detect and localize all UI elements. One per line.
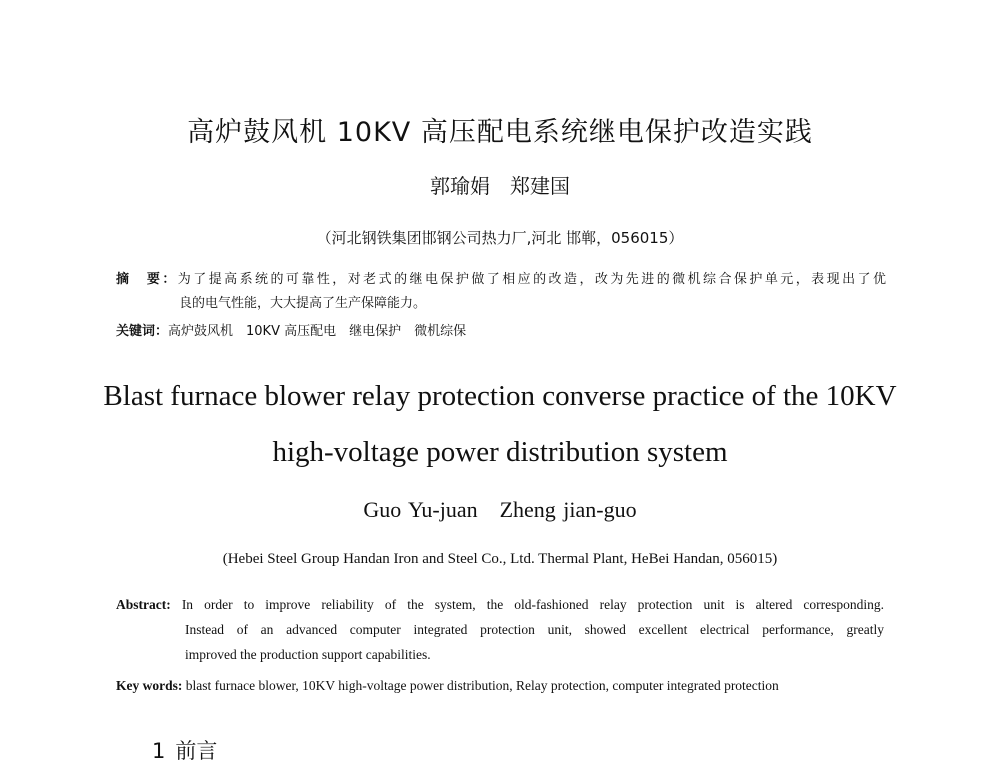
chinese-abstract <box>116 268 886 316</box>
english-title-line-1: Blast furnace blower relay protection converse practice of the 10KV <box>103 380 897 412</box>
english-abstract <box>116 592 884 667</box>
english-affiliation: (Hebei Steel Group Handan Iron and Steel Co., Ltd. Thermal Plant, HeBei Handan, 056015) <box>222 551 778 567</box>
english-keywords <box>116 674 916 698</box>
section-heading <box>152 735 217 765</box>
chinese-abstract-label: 摘 要： <box>116 272 178 287</box>
chinese-abstract-text-1: 为了提高系统的可靠性，对老式的继电保护做了相应的改造，改为先进的微机综合保护单元，表现出了优 <box>177 272 886 287</box>
chinese-keywords-label: 关键词： <box>116 324 169 339</box>
chinese-abstract-line-2: 良的电气性能，大大提高了生产保障能力。 <box>179 296 427 311</box>
chinese-keywords <box>116 320 886 344</box>
section-number: 1 <box>152 739 166 763</box>
english-abstract-line-3: improved the production support capabilities. <box>185 647 431 662</box>
english-authors: Guo Yu-juan Zheng jian-guo <box>363 497 637 522</box>
chinese-keywords-text: 高炉鼓风机 10KV 高压配电 继电保护 微机综保 <box>168 324 467 339</box>
chinese-abstract-line-1 <box>116 268 886 292</box>
section-title: 前言 <box>175 739 218 763</box>
english-keywords-text: blast furnace blower, 10KV high-voltage power distribution, Relay protection, computer integrated protection <box>185 678 779 693</box>
english-keywords-label: Key words: <box>116 678 183 693</box>
english-abstract-label: Abstract: <box>116 597 171 612</box>
chinese-title: 高炉鼓风机 10KV 高压配电系统继电保护改造实践 <box>187 117 813 148</box>
english-abstract-text-1: In order to improve reliability of the system, the old-fashioned relay protection unit is altered corresponding. <box>181 597 884 612</box>
chinese-affiliation: （河北钢铁集团邯钢公司热力厂,河北 邯郸，056015） <box>316 229 684 247</box>
english-title-line-2: high-voltage power distribution system <box>272 436 728 468</box>
english-abstract-line-2: Instead of an advanced computer integrated protection unit, showed excellent electrical performance, greatly <box>185 622 884 637</box>
english-abstract-line-1 <box>116 592 884 617</box>
chinese-authors: 郭瑜娟 郑建国 <box>430 174 570 198</box>
